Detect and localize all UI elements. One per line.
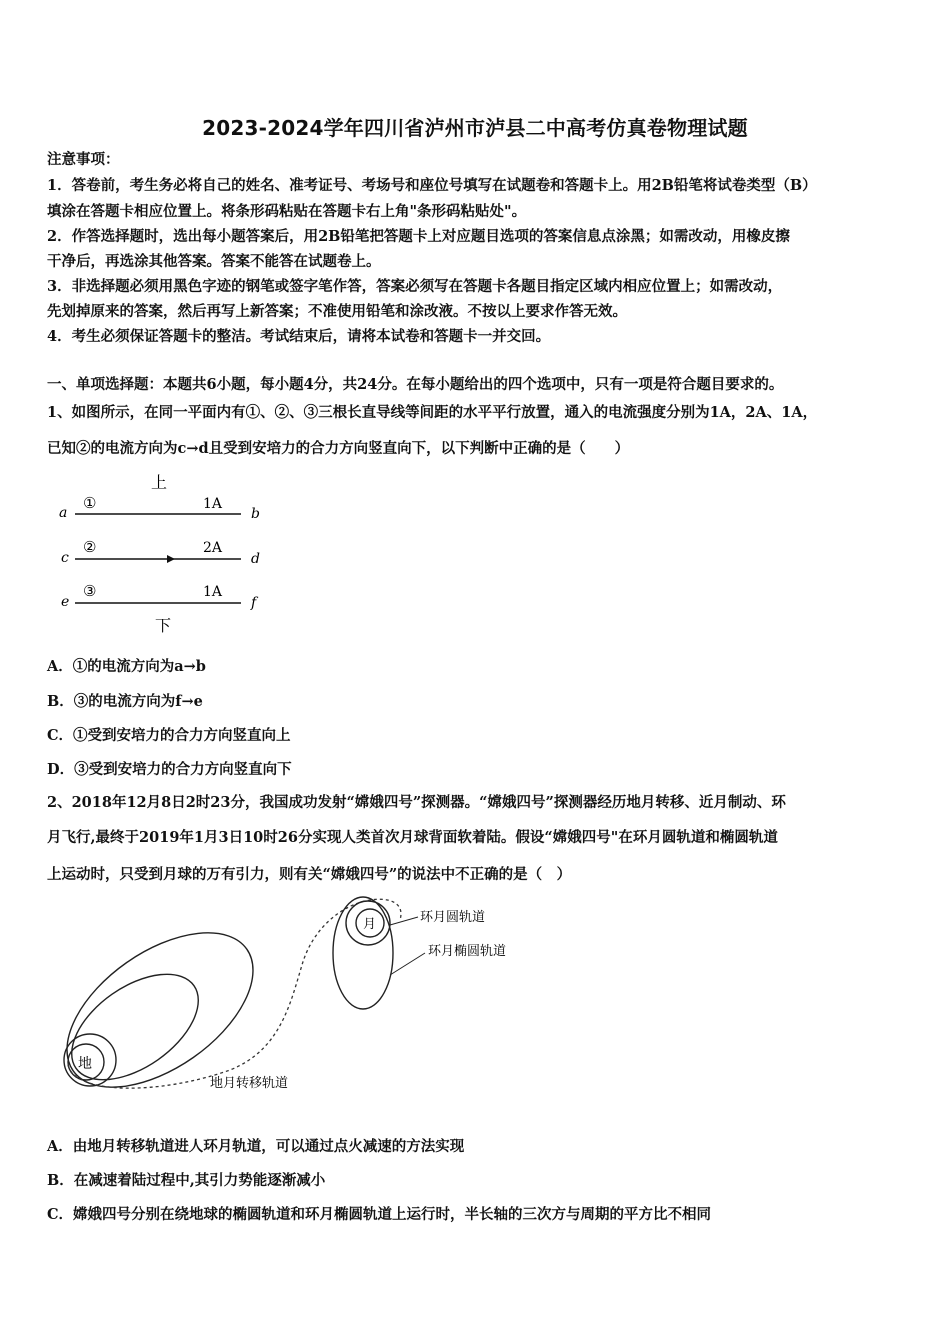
wire-left-label: e [61,594,70,610]
notice-line: 填涂在答题卡相应位置上。将条形码粘贴在答题卡右上角"条形码粘贴处"。 [47,203,527,220]
wire-num: ① [83,494,97,512]
notice-line: 干净后，再选涂其他答案。答案不能答在试题卷上。 [47,253,381,270]
moon-elliptical-orbit [333,897,393,1009]
notice-line: 3．非选择题必须用黑色字迹的钢笔或签字笔作答，答案必须写在答题卡各题目指定区域内相应位置上；如需改动， [47,278,783,295]
wire-num: ③ [83,582,97,600]
q2-stem: 上运动时，只受到月球的万有引力，则有关“嫦娥四号”的说法中不正确的是（ ） [47,866,572,883]
moon-label: 月 [363,917,377,932]
notice-heading: 注意事项： [47,151,120,168]
q1-option-a: A．①的电流方向为a→b [47,658,206,675]
q1-option-d: D．③受到安培力的合力方向竖直向下 [47,761,292,778]
current-arrow [167,555,175,563]
earth-label: 地 [78,1056,92,1072]
q2-option-a: A．由地月转移轨道进人环月轨道，可以通过点火减速的方法实现 [47,1138,465,1155]
wire-right-label: d [251,551,260,567]
wire-left-label: a [59,505,68,521]
pointer-line [390,917,418,925]
wire-current: 2A [203,540,223,556]
q1-option-b: B．③的电流方向为f→e [47,693,203,710]
figure-top-label: 上 [151,473,168,492]
notice-line: 1．答卷前，考生务必将自己的姓名、准考证号、考场号和座位号填写在试题卷和答题卡上。用2B铅笔将试卷类型（B） [47,177,817,194]
earth-orbit-outer [40,902,280,1100]
notice-line: 4．考生必须保证答题卡的整洁。考试结束后，请将本试卷和答题卡一并交回。 [47,328,551,345]
notice-line: 2．作答选择题时，选出每小题答案后，用2B铅笔把答题卡上对应题目选项的答案信息点涂黑；如需改动，用橡皮擦 [47,228,790,245]
q2-stem: 月飞行,最终于2019年1月3日10时26分实现人类首次月球背面软着陆。假设“嫦娥四号"在环月圆轨道和椭圆轨道 [47,829,778,846]
wire-right-label: f [251,595,257,611]
q1-wire-figure [55,468,285,638]
q2-orbit-figure [40,895,560,1100]
figure-bottom-label: 下 [155,616,172,635]
q2-option-b: B．在减速着陆过程中,其引力势能逐渐减小 [47,1172,326,1189]
q1-option-c: C．①受到安培力的合力方向竖直向上 [47,727,291,744]
page-title: 2023-2024学年四川省泸州市泸县二中高考仿真卷物理试题 [202,116,748,140]
wire-current: 1A [203,584,223,600]
label-elliptical-orbit: 环月椭圆轨道 [428,944,507,959]
wire-right-label: b [251,506,260,522]
transfer-orbit [68,899,401,1088]
label-circular-orbit: 环月圆轨道 [420,910,486,925]
q2-stem: 2、2018年12月8日2时23分，我国成功发射“嫦娥四号”探测器。“嫦娥四号”探测器经历地月转移、近月制动、环 [47,794,786,811]
section-heading: 一、单项选择题：本题共6小题，每小题4分，共24分。在每小题给出的四个选项中，只有一项是符合题目要求的。 [47,376,784,393]
q1-stem: 已知②的电流方向为c→d且受到安培力的合力方向竖直向下，以下判断中正确的是（ ） [47,440,630,457]
pointer-line [390,953,425,975]
notice-line: 先划掉原来的答案，然后再写上新答案；不准使用铅笔和涂改液。不按以上要求作答无效。 [47,303,627,320]
wire-current: 1A [203,496,223,512]
q2-option-c: C．嫦娥四号分别在绕地球的椭圆轨道和环月椭圆轨道上运行时，半长轴的三次方与周期的平方比不相同 [47,1206,712,1223]
label-transfer-orbit: 地月转移轨道 [210,1076,289,1091]
wire-left-label: c [61,550,69,566]
wire-num: ② [83,538,97,556]
q1-stem: 1、如图所示，在同一平面内有①、②、③三根长直导线等间距的水平平行放置，通入的电流强度分别为1A，2A、1A， [47,404,818,421]
